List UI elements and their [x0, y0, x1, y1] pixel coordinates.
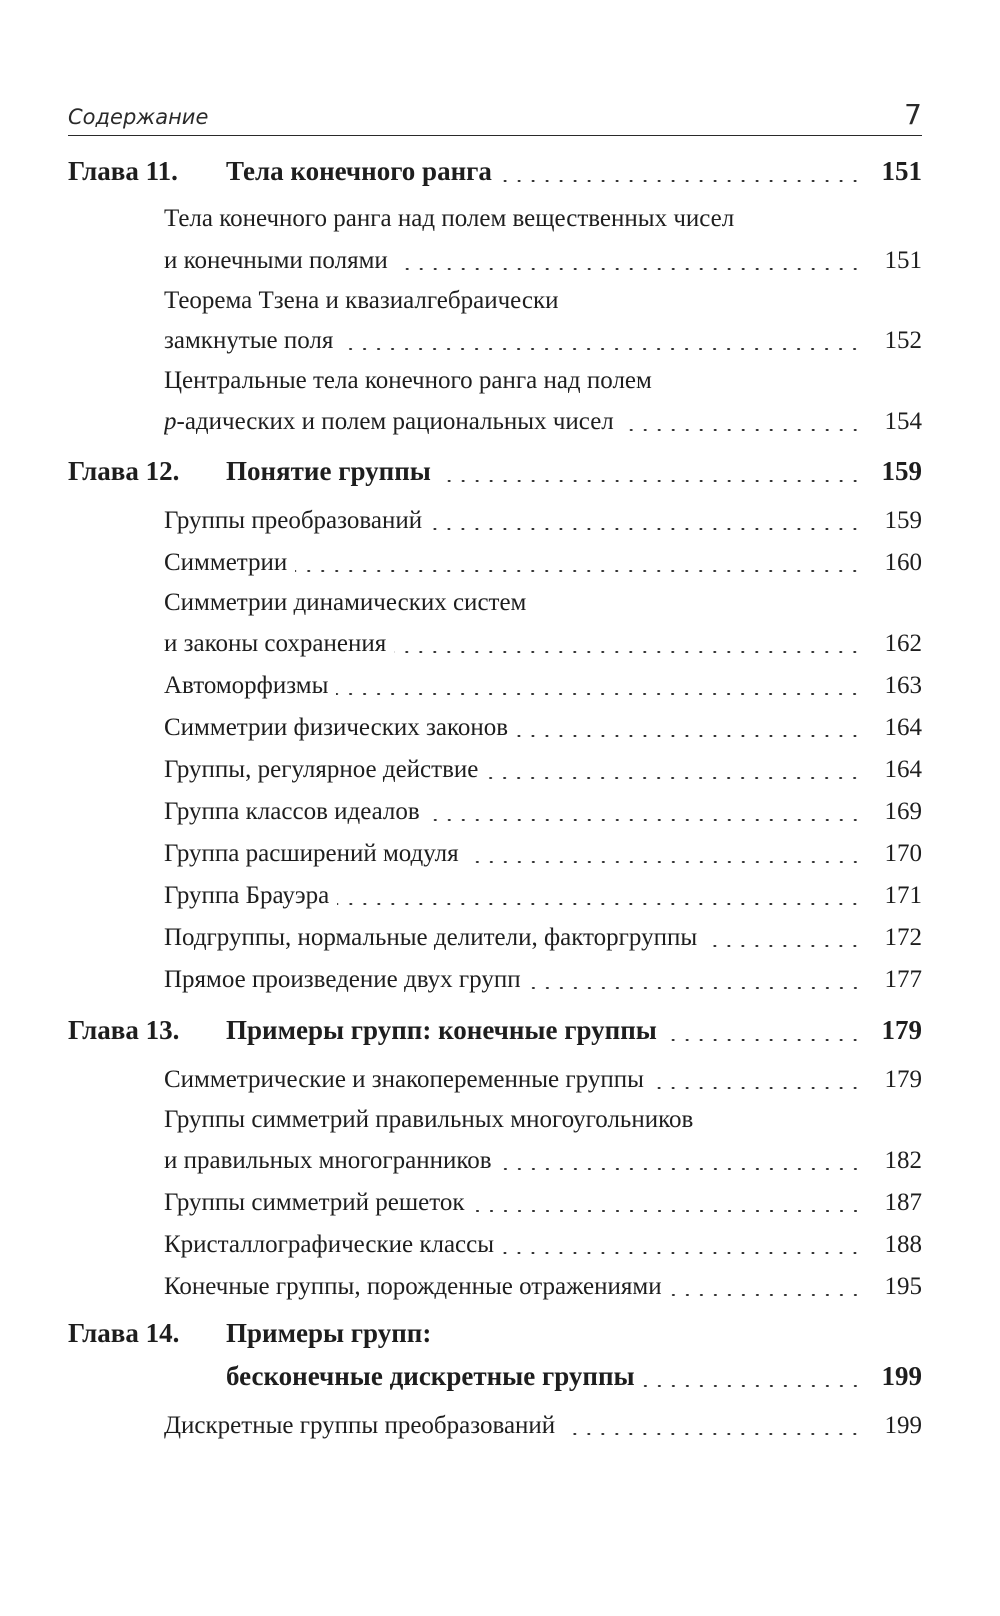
dot-leader	[396, 268, 862, 270]
chapter-title: Тела конечного ранга	[226, 159, 492, 186]
running-header-title: Содержание	[68, 105, 209, 129]
section-title: Подгруппы, нормальные делители, факторгруппы	[164, 924, 698, 951]
toc-chapter-12[interactable]	[68, 455, 922, 495]
section-page: 172	[884, 924, 922, 951]
toc-section[interactable]	[68, 1227, 922, 1267]
toc-section[interactable]	[68, 503, 922, 543]
section-page: 162	[884, 630, 922, 657]
section-page: 182	[884, 1147, 922, 1174]
running-header	[68, 95, 922, 136]
section-page: 195	[884, 1273, 922, 1300]
dot-leader	[500, 180, 862, 182]
chapter-page: 199	[881, 1361, 922, 1391]
chapter-page: 159	[881, 456, 922, 486]
dot-leader	[652, 1087, 862, 1089]
toc-section-line[interactable]: Симметрии динамических систем	[164, 589, 527, 616]
toc-section[interactable]	[68, 545, 922, 585]
toc-section[interactable]	[68, 836, 922, 876]
toc-section[interactable]	[68, 1269, 922, 1309]
dot-leader	[336, 693, 862, 695]
dot-leader	[428, 819, 862, 821]
dot-leader	[394, 651, 862, 653]
dot-leader	[502, 1252, 862, 1254]
toc-section[interactable]	[68, 668, 922, 708]
section-title: Симметрии	[164, 549, 288, 576]
dot-leader	[439, 480, 862, 482]
section-page: 159	[884, 507, 922, 534]
chapter-title: бесконечные дискретные группы	[226, 1364, 635, 1391]
section-title: и правильных многогранников	[164, 1147, 492, 1174]
chapter-page: 179	[881, 1015, 922, 1045]
dot-leader	[486, 777, 862, 779]
dot-leader	[643, 1385, 862, 1387]
dot-leader	[341, 348, 862, 350]
section-page: 164	[884, 714, 922, 741]
toc-section[interactable]	[68, 323, 922, 363]
page-number: 7	[904, 98, 922, 131]
section-title: и конечными полями	[164, 247, 388, 274]
section-page: 187	[884, 1189, 922, 1216]
toc-section[interactable]	[68, 1143, 922, 1183]
toc-section-line[interactable]: Тела конечного ранга над полем вещественных чисел	[164, 205, 735, 232]
dot-leader	[516, 735, 862, 737]
chapter-title-line[interactable]: Примеры групп:	[226, 1318, 432, 1348]
chapter-title: Понятие группы	[226, 459, 431, 486]
dot-leader	[337, 903, 862, 905]
toc-chapter-14[interactable]	[68, 1360, 922, 1400]
section-title: Группы симметрий решеток	[164, 1189, 465, 1216]
dot-leader	[670, 1294, 862, 1296]
section-title: Конечные группы, порожденные отражениями	[164, 1273, 662, 1300]
dot-leader	[295, 570, 862, 572]
chapter-label: Глава 13.	[68, 1015, 180, 1045]
toc-chapter-13[interactable]	[68, 1014, 922, 1054]
toc-section[interactable]	[68, 404, 922, 444]
chapter-label[interactable]: Глава 14.	[68, 1318, 180, 1348]
dot-leader	[665, 1039, 862, 1041]
section-page: 188	[884, 1231, 922, 1258]
chapter-label: Глава 11.	[68, 156, 178, 186]
dot-leader	[563, 1433, 862, 1435]
toc-section[interactable]	[68, 626, 922, 666]
toc-section[interactable]	[68, 1408, 922, 1448]
section-title: Симметрии физических законов	[164, 714, 509, 741]
section-title: Группа Брауэра	[164, 882, 330, 909]
section-page: 171	[884, 882, 922, 909]
toc-section[interactable]	[68, 752, 922, 792]
section-title: Группы преобразований	[164, 507, 423, 534]
section-title: Дискретные группы преобразований	[164, 1412, 556, 1439]
section-page: 169	[884, 798, 922, 825]
toc-section-line[interactable]: Теорема Тзена и квазиалгебраически	[164, 287, 559, 314]
dot-leader	[529, 987, 862, 989]
dot-leader	[430, 528, 862, 530]
toc-section-line[interactable]: Группы симметрий правильных многоугольников	[164, 1106, 694, 1133]
section-page: 179	[884, 1066, 922, 1093]
section-title: Группа расширений модуля	[164, 840, 459, 867]
section-title-rest: -адических и полем рациональных чисел	[176, 408, 614, 435]
toc-section[interactable]	[68, 794, 922, 834]
toc-section[interactable]	[68, 962, 922, 1002]
toc-chapter-11[interactable]	[68, 155, 922, 195]
dot-leader	[467, 861, 862, 863]
chapter-title: Примеры групп: конечные группы	[226, 1018, 657, 1045]
toc-section-line[interactable]: Центральные тела конечного ранга над полем	[164, 367, 652, 394]
section-title: и законы сохранения	[164, 630, 387, 657]
section-page: 177	[884, 966, 922, 993]
section-title	[164, 408, 614, 436]
toc-section[interactable]	[68, 1185, 922, 1225]
toc-section[interactable]	[68, 920, 922, 960]
toc-section[interactable]	[68, 243, 922, 283]
section-title: Прямое произведение двух групп	[164, 966, 521, 993]
dot-leader	[705, 945, 862, 947]
section-title: Группа классов идеалов	[164, 798, 420, 825]
section-title: Группы, регулярное действие	[164, 756, 479, 783]
section-page: 163	[884, 672, 922, 699]
dot-leader	[473, 1210, 863, 1212]
toc-section[interactable]	[68, 1062, 922, 1102]
section-title: Симметрические и знакопеременные группы	[164, 1066, 644, 1093]
section-page: 152	[884, 327, 922, 354]
section-page: 160	[884, 549, 922, 576]
toc-section[interactable]	[68, 878, 922, 918]
dot-leader	[622, 429, 862, 431]
section-title: Автоморфизмы	[164, 672, 329, 699]
section-page: 154	[884, 408, 922, 435]
chapter-page: 151	[881, 156, 922, 186]
toc-section[interactable]	[68, 710, 922, 750]
section-title: замкнутые поля	[164, 327, 334, 354]
section-page: 151	[884, 247, 922, 274]
dot-leader	[500, 1168, 862, 1170]
math-variable: p	[164, 408, 177, 435]
section-page: 199	[884, 1412, 922, 1439]
section-page: 164	[884, 756, 922, 783]
section-title: Кристаллографические классы	[164, 1231, 495, 1258]
section-page: 170	[884, 840, 922, 867]
chapter-label: Глава 12.	[68, 456, 180, 486]
